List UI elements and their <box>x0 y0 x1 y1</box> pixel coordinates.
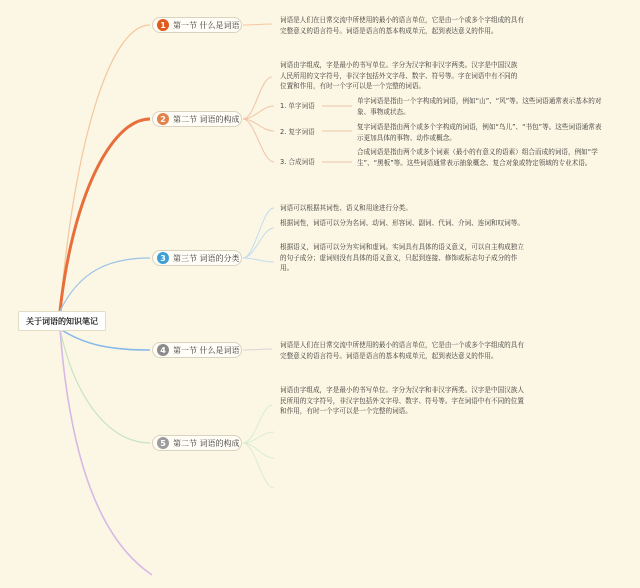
branch-line-1 <box>60 25 150 311</box>
section-1-text: 词语是人们在日常交流中所使用的最小的语言单位，它是由一个或多个字组成的具有完整意义的语言符号。词语是语言的基本构成单元，起到表达意义的作用。 <box>280 16 524 35</box>
section-3-number-badge: 3 <box>157 252 169 264</box>
section-4-label: 第一节 什么是词语 <box>173 345 240 355</box>
section-2-sub-3-label: 3. 合成词语 <box>280 158 315 166</box>
connector-s4 <box>243 349 272 350</box>
connector-s3-c <box>243 258 274 262</box>
section-3-label: 第三节 词语的分类 <box>173 253 240 263</box>
section-5-node[interactable] <box>152 435 242 451</box>
section-3-text-2: 根据词性，词语可以分为名词、动词、形容词、副词、代词、介词、连词和叹词等。 <box>280 219 524 227</box>
section-2-sub-2-text: 复字词语是指由两个或多个字构成的词语，例如“鸟儿”、“书包”等。这些词语通常表示更加具体的事物、动作或概念。 <box>357 123 602 142</box>
root-topic[interactable] <box>18 311 106 331</box>
section-5-label: 第二节 词语的构成 <box>173 438 240 448</box>
section-3-node[interactable] <box>152 250 242 266</box>
section-1-label: 第一节 什么是词语 <box>173 20 240 30</box>
section-1-node[interactable] <box>152 17 242 33</box>
branch-line-6 <box>60 329 152 575</box>
section-5-number-badge: 5 <box>157 437 169 449</box>
branch-line-3 <box>60 258 150 311</box>
section-3-text-1: 词语可以根据其词性、语义和用途进行分类。 <box>280 204 412 212</box>
section-5-text: 词语由字组成，字是最小的书写单位。字分为汉字和非汉字两类。汉字是中国汉族人民所用的文字符号，非汉字包括外文字母、数字、符号等。字在词语中有不同的位置和作用，有时一个字可以是一个完整的词语。 <box>280 386 524 415</box>
section-4-node[interactable] <box>152 342 242 358</box>
section-4-text: 词语是人们在日常交流中所使用的最小的语言单位，它是由一个或多个字组成的具有完整意义的语言符号。词语是语言的基本构成单元，起到表达意义的作用。 <box>280 341 524 360</box>
connector-s3-a <box>243 208 274 258</box>
section-3-text-3: 根据语义，词语可以分为实词和虚词。实词具有具体的语义意义，可以自主构成独立的句子成分；虚词则没有具体的语义意义，只起到连接、修饰或标志句子成分的作用。 <box>280 243 524 272</box>
connector-s1 <box>243 24 272 25</box>
section-2-number-badge: 2 <box>157 113 169 125</box>
section-2-sub-3-text: 合成词语是指由两个或多个词素（最小的有意义的语素）组合而成的词语，例如“学生”、“黑板”等。这些词语通常表示抽象概念、复合对象或特定领域的专业术语。 <box>357 148 598 167</box>
section-2-sub-2-label: 2. 复字词语 <box>280 128 315 136</box>
branch-line-2 <box>60 119 150 311</box>
section-2-node[interactable] <box>152 111 242 127</box>
section-2-sub-1-label: 1. 单字词语 <box>280 102 315 110</box>
root-title: 关于词语的知识笔记 <box>26 316 98 326</box>
connector-s5-main <box>243 405 272 443</box>
section-1-number-badge: 1 <box>157 19 169 31</box>
section-4-number-badge: 4 <box>157 344 169 356</box>
section-2-label: 第二节 词语的构成 <box>173 114 240 124</box>
branch-line-4 <box>60 329 150 350</box>
connector-s5-d <box>243 443 274 488</box>
section-2-intro-text: 词语由字组成，字是最小的书写单位。字分为汉字和非汉字两类。汉字是中国汉族人民所用的文字符号，非汉字包括外文字母、数字、符号等。字在词语中有不同的位置和作用，有时一个字可以是一个完整的词语。 <box>280 61 518 90</box>
section-2-sub-1-text: 单字词语是指由一个字构成的词语，例如“山”、“风”等。这些词语通常表示基本的对象、事物或状态。 <box>357 97 602 116</box>
